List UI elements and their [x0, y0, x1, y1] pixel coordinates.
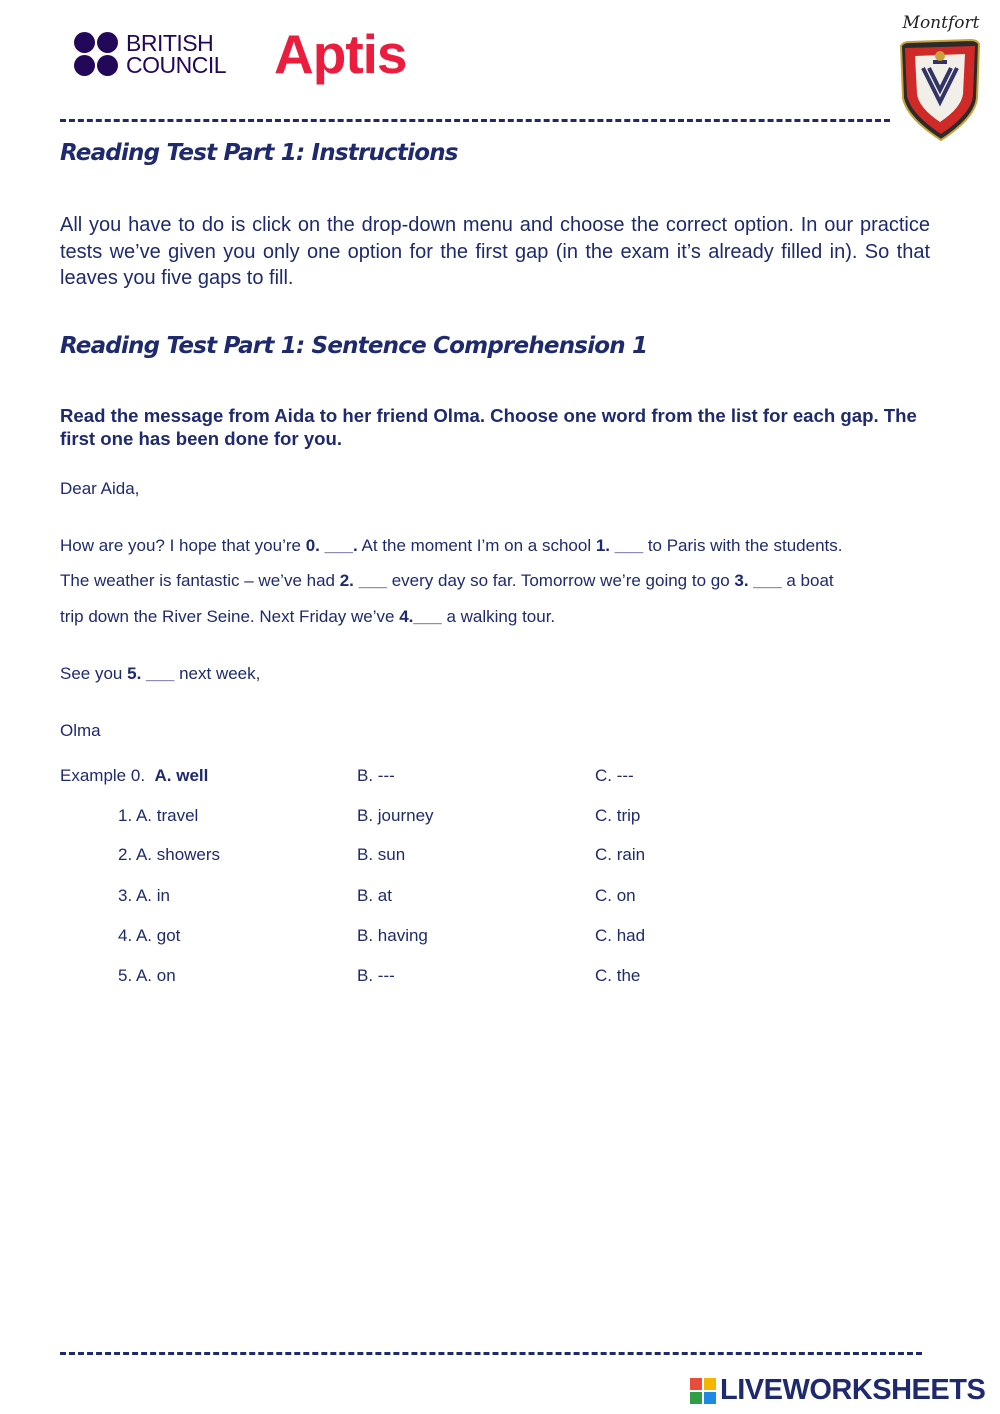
montfort-crest-icon [893, 6, 988, 144]
gap-4[interactable]: 4.___ [399, 607, 442, 626]
british-council-dots-icon [74, 32, 118, 76]
gap-0: 0. ___. [305, 536, 358, 555]
option-c[interactable]: C. trip [595, 806, 641, 825]
instructions-title: Reading Test Part 1: Instructions [60, 140, 458, 166]
liveworksheets-wordmark: LIVEWORKSHEETS [720, 1374, 986, 1406]
option-b[interactable]: B. having [357, 926, 428, 945]
section-title: Reading Test Part 1: Sentence Comprehension 1 [60, 333, 648, 359]
gap-5[interactable]: 5. ___ [127, 664, 175, 683]
task-instruction: Read the message from Aida to her friend Olma. Choose one word from the list for each gap. The first one has been done for you. [60, 405, 917, 449]
example-option-b: B. --- [357, 766, 395, 785]
svg-text:Montfort: Montfort [902, 13, 980, 33]
liveworksheets-logo [690, 1374, 985, 1407]
aptis-logo: Aptis [274, 23, 407, 85]
option-b[interactable]: B. journey [357, 806, 434, 825]
option-c[interactable]: C. had [595, 926, 646, 945]
option-c[interactable]: C. on [595, 886, 636, 905]
top-dashed-divider [60, 119, 890, 122]
option-b[interactable]: B. sun [357, 845, 406, 864]
letter-closing: See you 5. ___ next week, [60, 664, 261, 683]
bottom-dashed-divider [60, 1352, 922, 1355]
option-a[interactable]: 4. A. got [118, 926, 181, 945]
option-a[interactable]: 5. A. on [118, 966, 176, 985]
option-a[interactable]: 1. A. travel [118, 806, 199, 825]
option-b[interactable]: B. at [357, 886, 392, 905]
letter-greeting: Dear Aida, [60, 479, 140, 498]
instructions-body: All you have to do is click on the drop-down menu and choose the correct option. In our practice tests we’ve given you only one option for the first gap (in the exam it’s already filled in). So that leaves you five gaps to fill. [60, 214, 930, 289]
gap-2[interactable]: 2. ___ [339, 571, 387, 590]
letter-signature: Olma [60, 721, 101, 740]
letter-line: The weather is fantastic – we’ve had 2. ___ every day so far. Tomorrow we’re going to go 3. ___ a boat [60, 571, 834, 590]
option-a[interactable]: 2. A. showers [118, 845, 221, 864]
example-option-c: C. --- [595, 766, 634, 785]
option-a[interactable]: 3. A. in [118, 886, 170, 905]
example-option-a: Example 0. A. well [60, 766, 209, 785]
letter-line: trip down the River Seine. Next Friday we’ve 4.___ a walking tour. [60, 607, 556, 626]
letter-line: How are you? I hope that you’re 0. ___. At the moment I’m on a school 1. ___ to Paris with the students. [60, 536, 843, 555]
liveworksheets-icon [690, 1378, 716, 1404]
option-c[interactable]: C. rain [595, 845, 646, 864]
british-council-logo [74, 32, 226, 76]
gap-1[interactable]: 1. ___ [595, 536, 644, 555]
gap-3[interactable]: 3. ___ [734, 571, 782, 590]
option-c[interactable]: C. the [595, 966, 641, 985]
british-council-wordmark: BRITISH COUNCIL [126, 30, 227, 78]
option-b[interactable]: B. --- [357, 966, 395, 985]
